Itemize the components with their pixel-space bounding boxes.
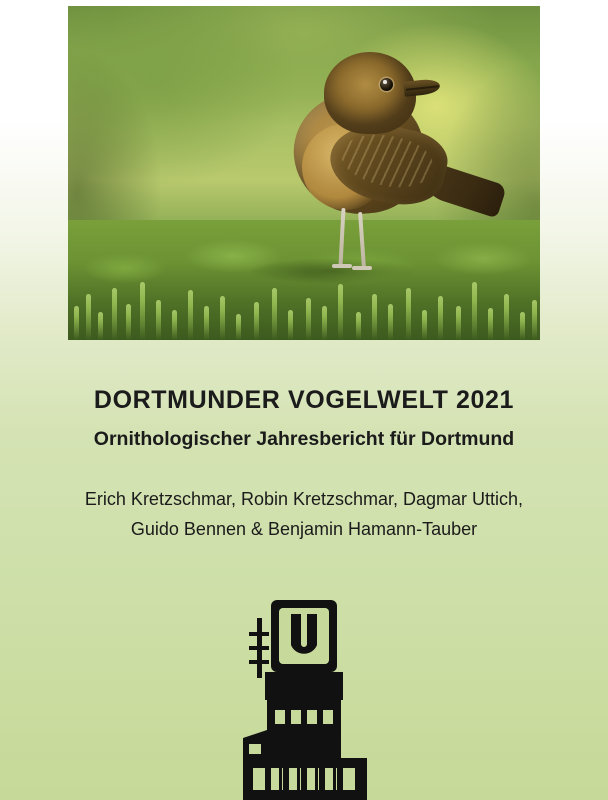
bird-foot-left <box>332 264 352 268</box>
bird-subject <box>268 40 498 290</box>
authors-line-2: Guido Bennen & Benjamin Hamann-Tauber <box>130 519 478 539</box>
bird-head <box>324 52 416 134</box>
authors-line-1: Erich Kretzschmar, Robin Kretzschmar, Dagmar Uttich, <box>84 489 524 509</box>
bird-eye <box>380 78 393 91</box>
page-title: DORTMUNDER VOGELWELT 2021 <box>93 386 515 414</box>
bird-leg-right <box>358 212 366 268</box>
bird-photograph <box>68 6 540 340</box>
bird-leg-left <box>338 208 345 266</box>
authors <box>0 484 608 544</box>
page-subtitle: Ornithologischer Jahresbericht für Dortmund <box>93 428 515 450</box>
dortmunder-u-logo <box>209 588 399 800</box>
bird-foot-right <box>352 266 372 270</box>
